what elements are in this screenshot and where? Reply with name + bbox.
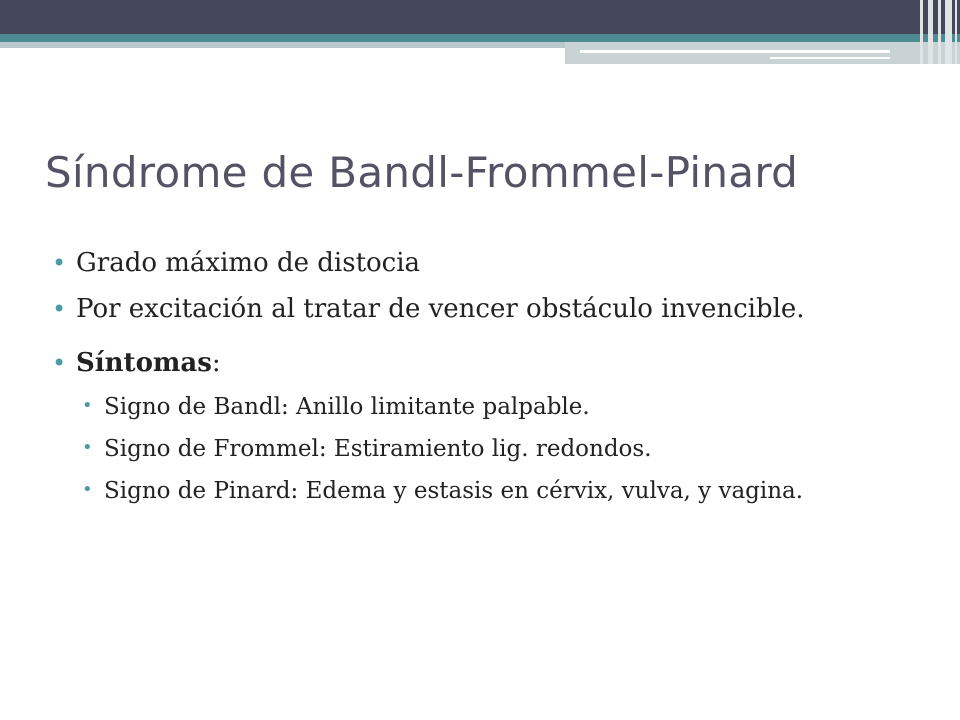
slide-content xyxy=(48,245,936,517)
sub-bullet-bandl xyxy=(48,391,936,423)
bullet-text: Por excitación al tratar de vencer obstáculo invencible. xyxy=(76,294,805,324)
sub-bullet-dot-icon: • xyxy=(82,395,93,416)
sub-bullet-text: Signo de Pinard: Edema y estasis en cérvix, vulva, y vagina. xyxy=(104,478,804,504)
bullet-bold-text: Síntomas xyxy=(76,348,212,378)
bullet-sintomas xyxy=(48,345,936,381)
sub-bullet-dot-icon: • xyxy=(82,437,93,458)
header-notch-line xyxy=(580,50,890,53)
bullet-grado xyxy=(48,245,936,281)
header-stripes xyxy=(916,0,960,64)
bullet-suffix: : xyxy=(211,348,221,378)
slide-title: Síndrome de Bandl-Frommel-Pinard xyxy=(45,148,799,197)
header-notch xyxy=(565,42,960,64)
bullet-excitacion xyxy=(48,291,936,327)
sub-bullet-text: Signo de Bandl: Anillo limitante palpable. xyxy=(104,394,590,420)
header-notch-line-short xyxy=(770,57,890,59)
sub-bullet-text: Signo de Frommel: Estiramiento lig. redondos. xyxy=(104,436,652,462)
bullet-dot-icon: • xyxy=(52,349,67,377)
bullet-dot-icon: • xyxy=(52,249,67,277)
sub-bullet-dot-icon: • xyxy=(82,479,93,500)
header-band-teal xyxy=(0,34,960,42)
bullet-dot-icon: • xyxy=(52,295,67,323)
sub-bullet-pinard xyxy=(48,475,936,507)
bullet-text: Grado máximo de distocia xyxy=(76,248,421,278)
sub-bullet-frommel xyxy=(48,433,936,465)
header-band-dark xyxy=(0,0,960,34)
